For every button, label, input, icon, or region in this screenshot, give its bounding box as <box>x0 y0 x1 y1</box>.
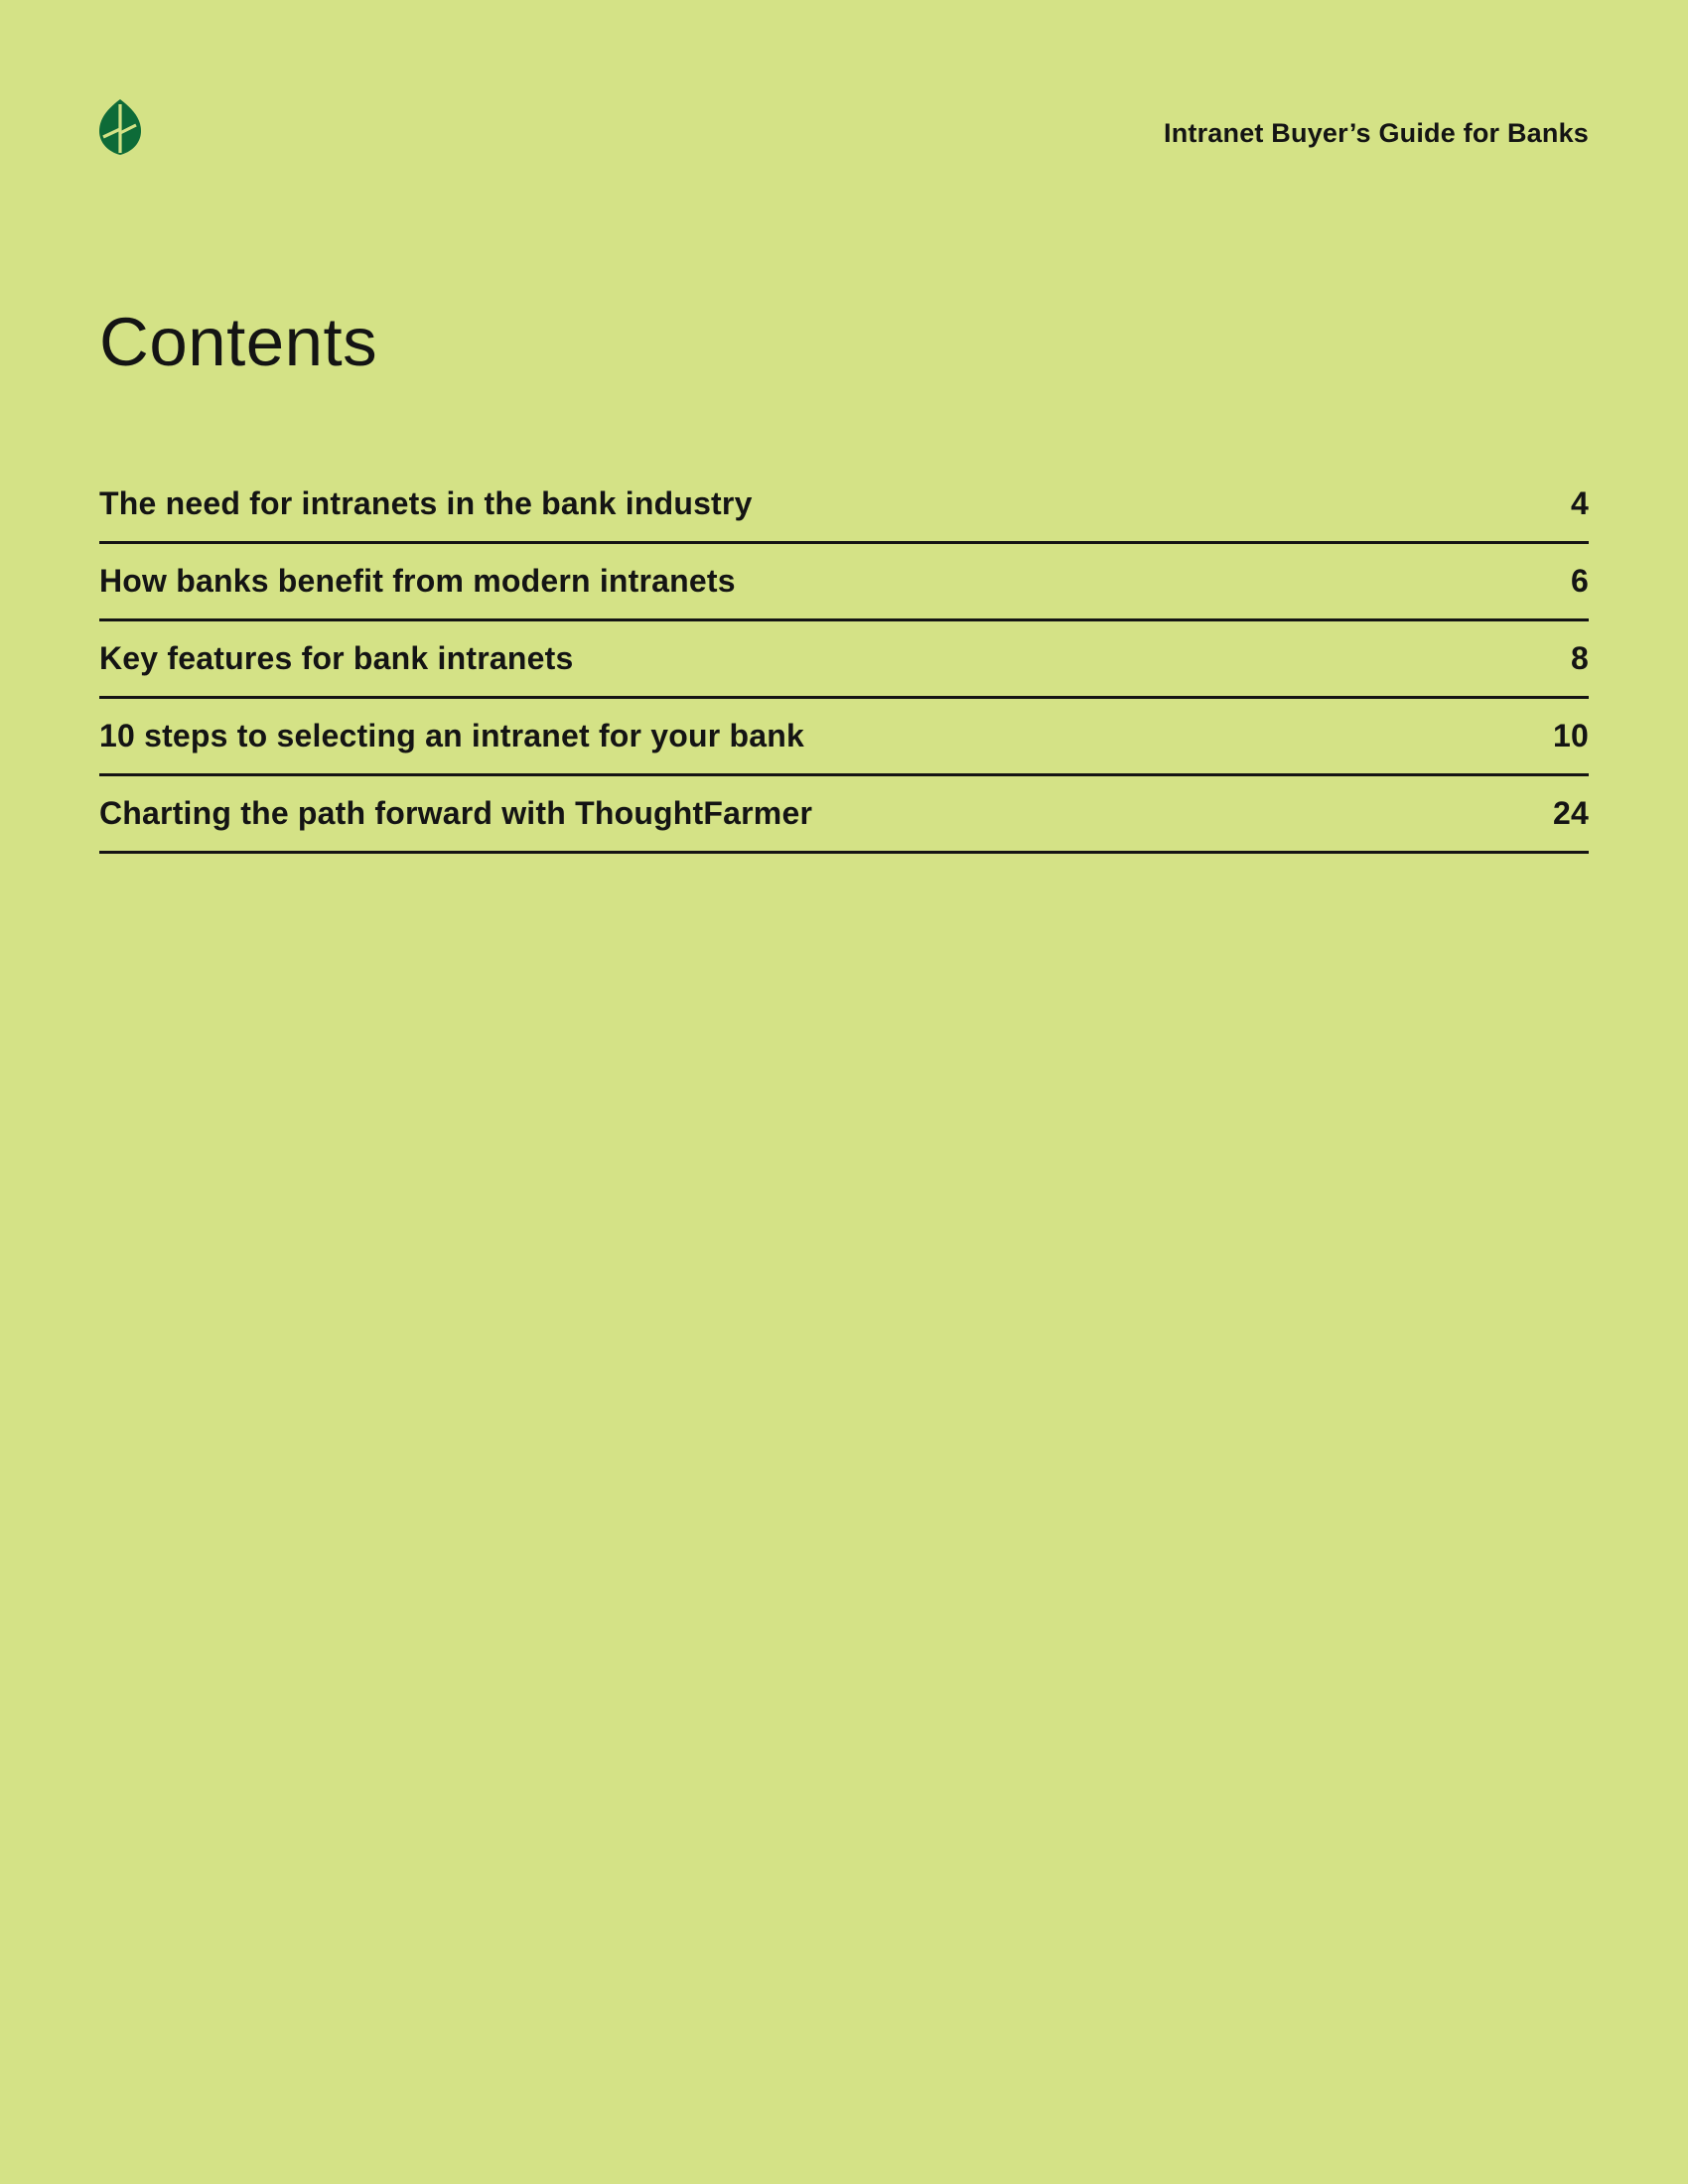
toc-entry-key-features[interactable] <box>99 621 1589 699</box>
toc-page-number: 24 <box>1553 795 1589 831</box>
toc-entry-label: How banks benefit from modern intranets <box>99 563 736 599</box>
toc-page-number: 8 <box>1571 640 1589 676</box>
toc-entry-benefits[interactable] <box>99 544 1589 621</box>
leaf-logo <box>98 98 142 156</box>
table-of-contents <box>99 467 1589 854</box>
toc-entry-label: Key features for bank intranets <box>99 640 574 676</box>
document-header-title: Intranet Buyer’s Guide for Banks <box>1164 118 1589 148</box>
leaf-icon <box>98 98 142 156</box>
toc-entry-label: Charting the path forward with ThoughtFarmer <box>99 795 813 831</box>
toc-page-number: 4 <box>1571 485 1589 521</box>
page-title: Contents <box>99 304 378 380</box>
toc-page-number: 6 <box>1571 563 1589 599</box>
toc-entry-label: The need for intranets in the bank industry <box>99 485 753 521</box>
toc-entry-need-for-intranets[interactable] <box>99 467 1589 544</box>
toc-entry-path-forward[interactable] <box>99 776 1589 854</box>
toc-entry-label: 10 steps to selecting an intranet for your bank <box>99 718 805 753</box>
toc-page-number: 10 <box>1553 718 1589 753</box>
toc-entry-selection-steps[interactable] <box>99 699 1589 776</box>
